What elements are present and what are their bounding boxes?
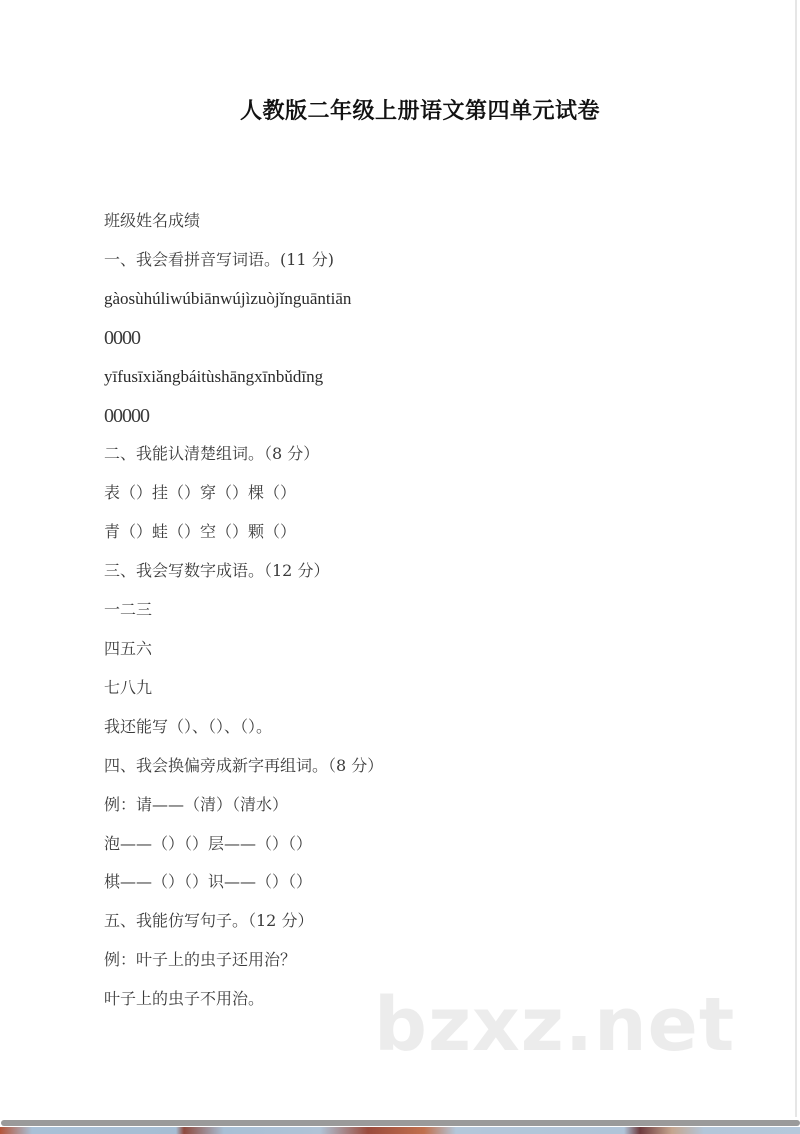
pinyin-line: yīfusīxiǎngbáitùshāngxīnbǔdīng — [104, 367, 324, 386]
exercise-line: 四五六 — [104, 639, 153, 658]
section-5-heading: 五、我能仿写句子。（12 分） — [104, 911, 314, 930]
exercise-line: 表（）挂（）穿（）棵（） — [104, 483, 297, 502]
horizontal-scrollbar-thumb[interactable] — [1, 1120, 800, 1126]
header-fields: 班级姓名成绩 — [104, 211, 201, 230]
exercise-line: 棋——（）（）识——（）（） — [104, 872, 313, 891]
answer-blanks: 0000 — [104, 327, 140, 349]
watermark: bzxz.net — [374, 982, 736, 1068]
exercise-line: 我还能写（）、（）、（）。 — [104, 717, 273, 736]
answer-blanks: 00000 — [104, 405, 149, 427]
exercise-line: 青（）蛙（）空（）颗（） — [104, 522, 297, 541]
document-title: 人教版二年级上册语文第四单元试卷 — [239, 99, 600, 124]
exercise-line: 七八九 — [104, 678, 153, 697]
section-3-heading: 三、我会写数字成语。（12 分） — [104, 561, 330, 580]
pinyin-line: gàosùhúliwúbiānwújìzuòjǐnguāntiān — [104, 289, 352, 308]
section-4-heading: 四、我会换偏旁成新字再组词。（8 分） — [104, 756, 384, 775]
exercise-line: 叶子上的虫子不用治。 — [104, 989, 265, 1008]
background-image-strip — [0, 1127, 800, 1134]
example-line: 例：叶子上的虫子还用治？ — [104, 950, 297, 969]
example-line: 例：请——（清）（清水） — [104, 795, 289, 814]
exercise-line: 泡——（）（）层——（）（） — [104, 834, 313, 853]
section-1-heading: 一、我会看拼音写词语。(11 分) — [104, 250, 334, 269]
section-2-heading: 二、我能认清楚组词。（8 分） — [104, 444, 320, 463]
exercise-line: 一二三 — [104, 600, 153, 619]
